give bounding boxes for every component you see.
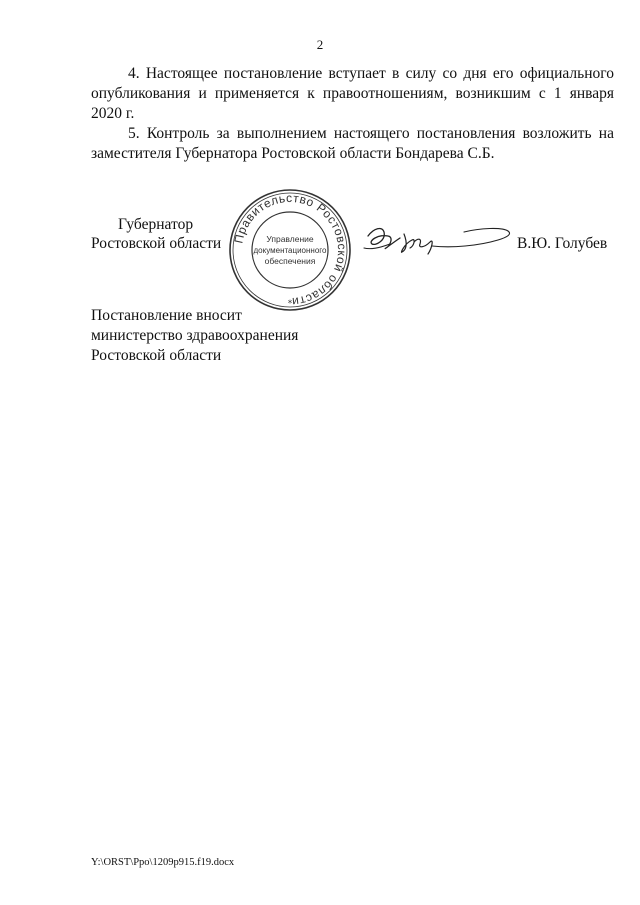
handwritten-signature (360, 214, 520, 264)
governor-region: Ростовской области (91, 235, 222, 252)
paragraph-4: 4. Настоящее постановление вступает в силу со дня его официального опубликования и применяется к правоотношениям, возникшим с 1 января 2020 г. (91, 65, 614, 122)
submitter-line-2: министерство здравоохранения (91, 327, 299, 344)
official-seal (227, 187, 353, 313)
page-number: 2 (316, 37, 324, 52)
governor-name: В.Ю. Голубев (517, 235, 608, 252)
submitter-line-3: Ростовской области (91, 347, 222, 364)
submitter-block (91, 306, 298, 366)
seal-star: * (287, 299, 293, 309)
file-path: Y:\ORST\Ppo\1209p915.f19.docx (91, 857, 235, 868)
seal-ring-text: Правительство Ростовской области (231, 190, 350, 310)
submitter-line-1: Постановление вносит (91, 307, 242, 324)
governor-title: Губернатор (118, 216, 194, 233)
seal-center-line2: документационного (253, 246, 327, 255)
paragraph-5: 5. Контроль за выполнением настоящего постановления возложить на заместителя Губернатора Ростовской области Бондарева С.Б. (91, 125, 614, 162)
seal-center-line1: Управление (266, 234, 314, 244)
seal-center-line3: обеспечения (264, 256, 316, 266)
